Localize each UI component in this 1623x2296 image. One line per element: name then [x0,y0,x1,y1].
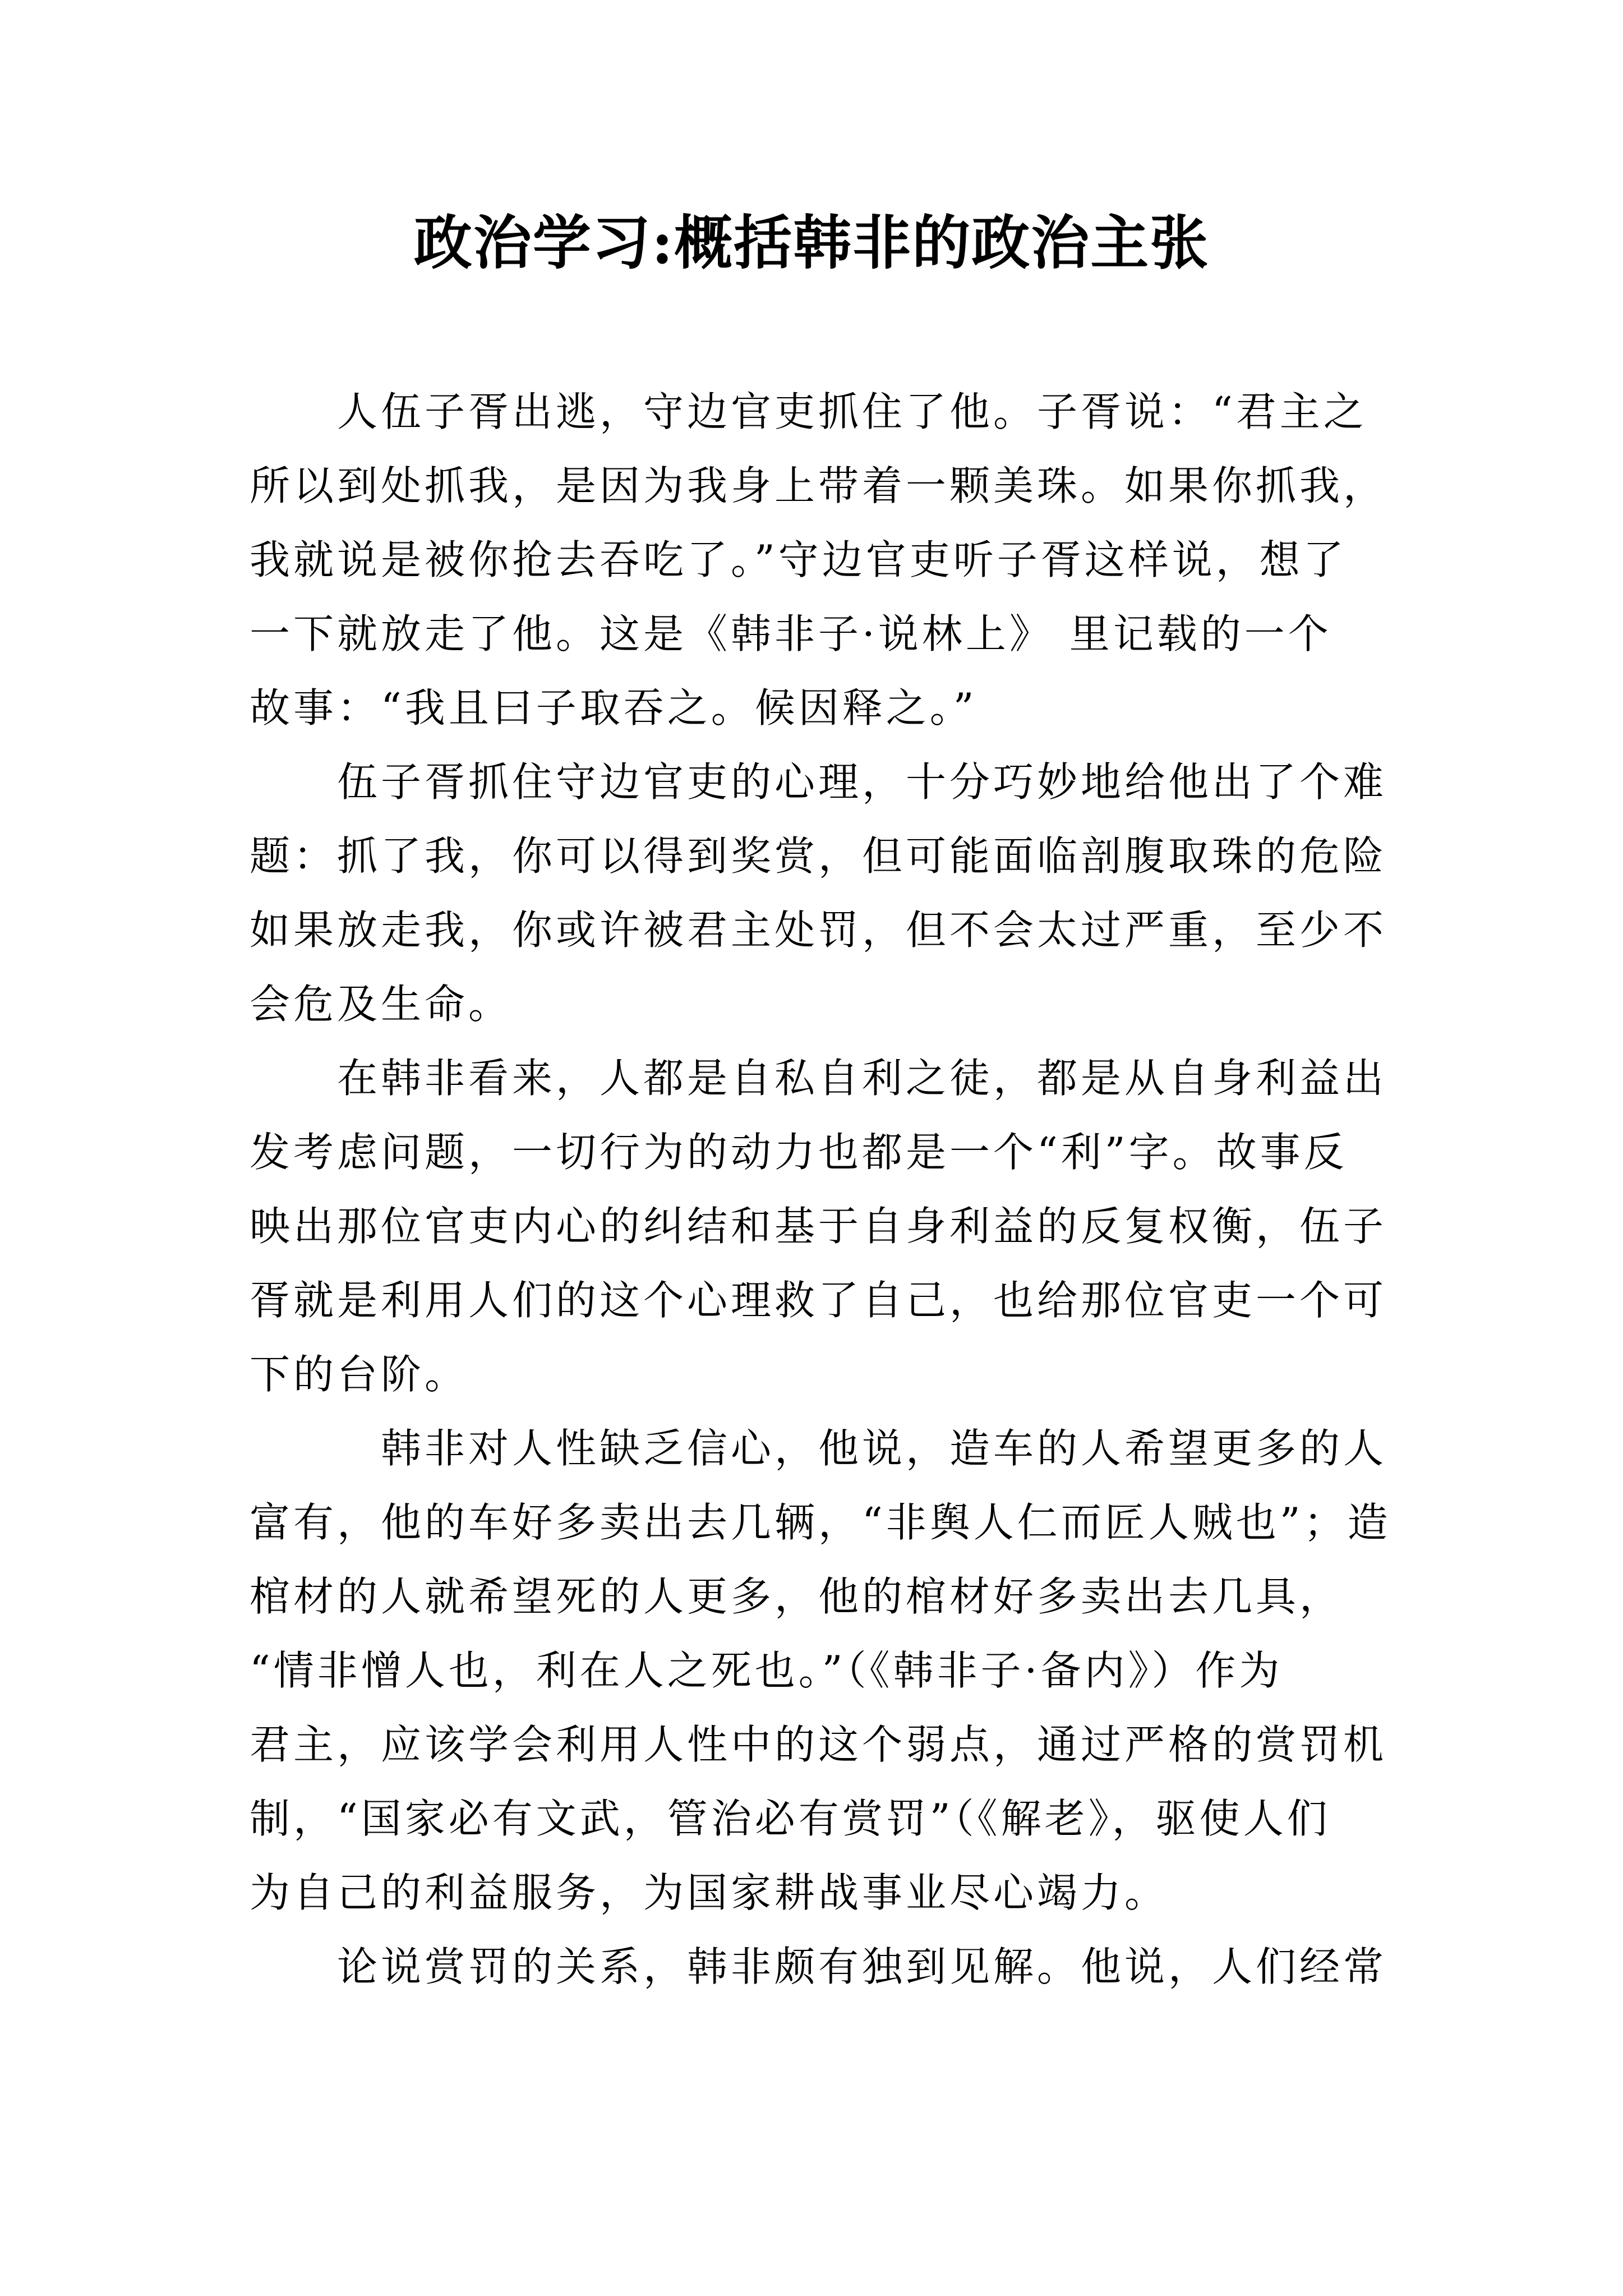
text-line: 会危及生命。 [250,981,513,1028]
text-line: 棺材的人就希望死的人更多，他的棺材好多卖出去几具， [250,1573,1344,1620]
text-line: 我就说是被你抢去吞吃了。”守边官吏听子胥这样说，想了 [250,536,1347,583]
text-line: 在韩非看来，人都是自私自利之徒，都是从自身利益出 [250,1055,1387,1102]
text-line: 下的台阶。 [250,1351,469,1398]
text-line: 胥就是利用人们的这个心理救了自己，也给那位官吏一个可 [250,1277,1387,1324]
document-title: 政治学习:概括韩非的政治主张 [413,208,1210,277]
text-line: 如果放走我，你或许被君主处罚，但不会太过严重，至少不 [250,907,1387,954]
text-line: 映出那位官吏内心的纠结和基于自身利益的反复权衡，伍子 [250,1203,1387,1250]
text-line: 所以到处抓我，是因为我身上带着一颗美珠。如果你抓我， [250,462,1387,509]
text-line: 论说赏罚的关系，韩非颇有独到见解。他说，人们经常 [250,1943,1387,1990]
text-line: 题：抓了我，你可以得到奖赏，但可能面临剖腹取珠的危险 [250,832,1387,880]
document-body [250,375,1394,2004]
text-line: 伍子胥抓住守边官吏的心理，十分巧妙地给他出了个难 [250,758,1387,806]
text-line: 君主，应该学会利用人性中的这个弱点，通过严格的赏罚机 [250,1721,1387,1768]
text-line: 人伍子胥出逃，守边官吏抓住了他。子胥说：“君主之 [250,388,1367,435]
text-line: 制，“国家必有文武，管治必有赏罚”（《解老》，驱使人们 [250,1795,1331,1842]
text-line: “情非憎人也，利在人之死也。”（《韩非子·备内》）作为 [250,1647,1283,1694]
text-line: 故事：“我且曰子取吞之。候因释之。” [250,684,978,731]
text-line: 为自己的利益服务，为国家耕战事业尽心竭力。 [250,1869,1169,1916]
text-line: 发考虑问题，一切行为的动力也都是一个“利”字。故事反 [250,1129,1348,1176]
text-line: 一下就放走了他。这是《韩非子·说林上》 里记载的一个 [250,610,1332,657]
text-line: 韩非对人性缺乏信心，他说，造车的人希望更多的人 [250,1425,1387,1472]
text-line: 富有，他的车好多卖出去几辆，“非舆人仁而匠人贼也”；造 [250,1499,1391,1546]
